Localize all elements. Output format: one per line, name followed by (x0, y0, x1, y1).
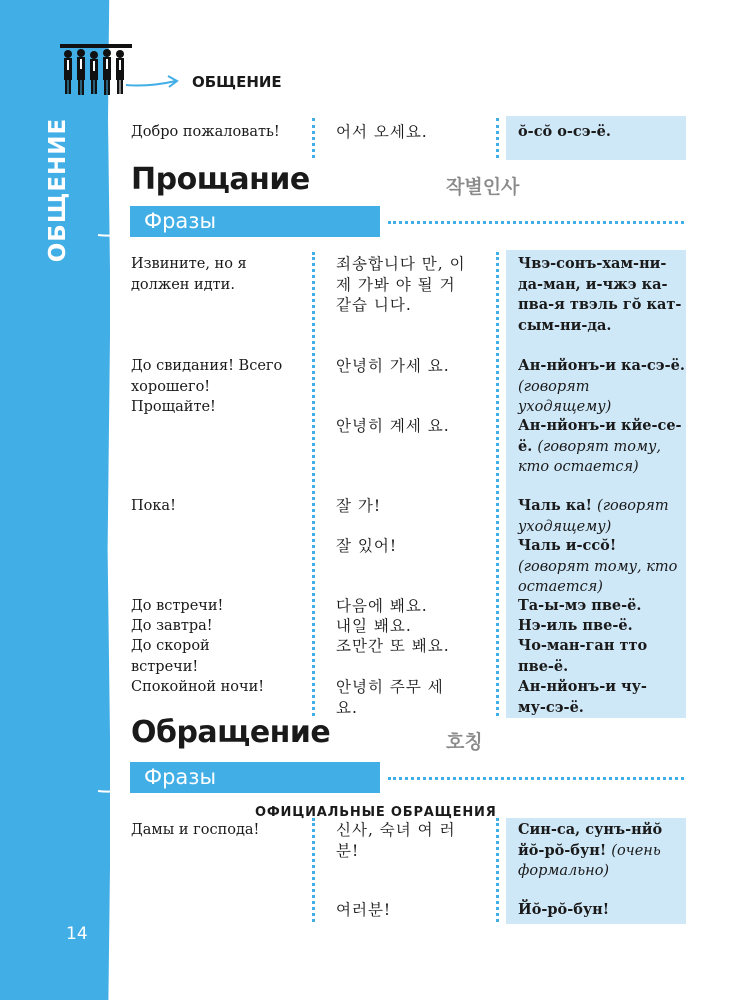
section-title-korean: 작별인사 (446, 176, 520, 198)
phrase-russian: Пока! (131, 498, 176, 514)
phrase-translit: Чаль ка! (говорят уходящему) (518, 497, 669, 535)
phrase-translit: Та-ы-мэ пве-ё. (518, 597, 642, 614)
section-title: Обращение (131, 715, 331, 750)
phrase-korean: 내일 봬요. (336, 617, 412, 635)
phrase-translit: Чаль и-ссŏ! (говорят тому, кто остается) (518, 537, 678, 595)
subheading: ОФИЦИАЛЬНЫЕ ОБРАЩЕНИЯ (255, 805, 497, 820)
phrase-translit: Чо-ман-ган тто пве-ё. (518, 637, 648, 675)
phrase-translit: Чвэ-сонъ-хам-ни-да-ман, и-чжэ ка-пва-я твэль гŏ кат-сым-ни-да. (518, 255, 682, 334)
phrase-russian: Спокойной ночи! (131, 679, 265, 695)
column-divider (496, 818, 499, 922)
phrase-korean: 어서 오세요. (336, 123, 428, 141)
phrase-korean: 안녕히 가세 요. (336, 357, 450, 375)
phrase-korean: 신사, 숙녀 여 러분! (336, 821, 456, 860)
phrase-russian: До завтра! (131, 618, 213, 634)
phrase-korean: 죄송합니다 만, 이제 가봐 야 될 거 같습 니다. (336, 255, 466, 314)
phrase-russian: До встречи! (131, 598, 224, 614)
phrase-korean: 안녕히 주무 세요. (336, 678, 444, 717)
phrase-korean: 다음에 봬요. (336, 597, 428, 615)
phrase-korean: 안녕히 계세 요. (336, 417, 450, 435)
phrase-korean: 여러분! (336, 901, 392, 919)
phrases-banner: Фразы (130, 762, 380, 793)
phrase-note: (говорят уходящему) (518, 378, 612, 415)
section-divider (388, 221, 684, 224)
column-divider (496, 252, 499, 716)
phrase-russian: Дамы и господа! (131, 822, 260, 838)
phrase-translit: Ан-нйонъ-и ка-сэ-ё. (говорят уходящему) (518, 357, 685, 415)
phrase-translit: Йŏ-рŏ-бун! (518, 901, 610, 918)
phrase-korean: 잘 있어! (336, 537, 398, 555)
phrase-note: (говорят тому, кто остается) (518, 558, 678, 595)
phrase-translit: Нэ-иль пве-ё. (518, 617, 633, 634)
group-of-people-icon (60, 44, 132, 96)
phrases-banner: Фразы (130, 206, 380, 237)
phrase-translit: Ан-нйонъ-и чу-му-сэ-ё. (518, 678, 647, 716)
phrase-russian: Извините, но я должен идти. (131, 256, 247, 293)
phrase-korean: 잘 가! (336, 497, 382, 515)
phrase-russian: До скорой встречи! (131, 638, 210, 675)
phrase-note: (очень формально) (518, 842, 661, 879)
page-number: 14 (66, 924, 88, 944)
column-divider (312, 818, 315, 922)
phrase-russian: Добро пожаловать! (131, 124, 280, 140)
column-divider (312, 118, 315, 158)
phrase-note: (говорят тому, кто остается) (518, 438, 661, 475)
phrase-note: (говорят уходящему) (518, 498, 669, 535)
column-divider (312, 252, 315, 716)
phrase-korean: 조만간 또 봬요. (336, 637, 450, 655)
topic-label: ОБЩЕНИЕ (192, 73, 282, 91)
column-divider (496, 118, 499, 158)
section-title-korean: 호칭 (446, 731, 483, 753)
phrase-russian: До свидания! Всего хорошего! Прощайте! (131, 358, 283, 415)
section-divider (388, 777, 684, 780)
phrase-translit: ŏ-сŏ о-сэ-ё. (518, 123, 611, 140)
phrase-translit: Ан-нйонъ-и кйе-се-ё. (говорят тому, кто остается) (518, 417, 682, 475)
phrase-translit: Син-са, сунъ-нйŏ йŏ-рŏ-бун! (очень формально) (518, 821, 663, 879)
arrow-right-icon (124, 74, 180, 90)
section-title: Прощание (131, 162, 310, 197)
